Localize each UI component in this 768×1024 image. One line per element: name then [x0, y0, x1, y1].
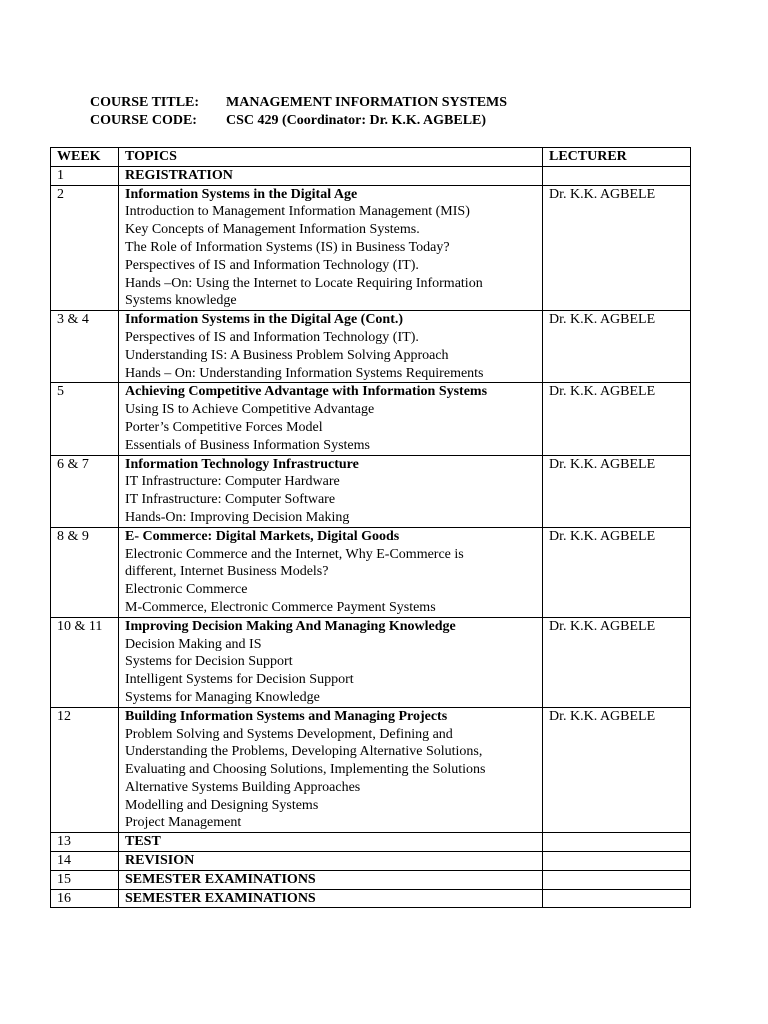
topic-title: Building Information Systems and Managing Projects: [125, 708, 448, 724]
topic-title: TEST: [125, 834, 161, 850]
column-header-topics: TOPICS: [119, 148, 543, 167]
course-header: [90, 94, 507, 130]
week-cell: 2: [51, 185, 119, 311]
lecturer-cell: [543, 833, 691, 852]
topic-item: Using IS to Achieve Competitive Advantage: [125, 402, 375, 418]
topic-item: Understanding the Problems, Developing Alternative Solutions,: [125, 744, 483, 760]
course-code-value: CSC 429 (Coordinator: Dr. K.K. AGBELE): [226, 113, 487, 128]
lecturer-cell: Dr. K.K. AGBELE: [543, 455, 691, 527]
topic-item: Hands –On: Using the Internet to Locate Requiring Information: [125, 275, 483, 291]
lecturer-cell: [543, 889, 691, 908]
table-row: [51, 185, 691, 311]
week-cell: 6 & 7: [51, 455, 119, 527]
topic-item: Key Concepts of Management Information Systems.: [125, 222, 420, 238]
topic-item: Hands-On: Improving Decision Making: [125, 509, 350, 525]
topic-item: Alternative Systems Building Approaches: [125, 779, 361, 795]
topics-cell: [119, 383, 543, 455]
topic-item: Systems for Decision Support: [125, 654, 293, 670]
topics-cell: [119, 455, 543, 527]
topic-item: Systems for Managing Knowledge: [125, 689, 320, 705]
topic-item: Project Management: [125, 815, 242, 831]
topic-title: Information Systems in the Digital Age: [125, 186, 358, 202]
topic-title: Achieving Competitive Advantage with Information Systems: [125, 384, 488, 400]
table-row: [51, 311, 691, 383]
topic-item: Intelligent Systems for Decision Support: [125, 672, 354, 688]
topics-cell: [119, 852, 543, 871]
topic-item: different, Internet Business Models?: [125, 564, 329, 580]
column-header-lecturer: LECTURER: [543, 148, 691, 167]
schedule-table: [50, 147, 691, 908]
column-header-week: WEEK: [51, 148, 119, 167]
table-row: [51, 833, 691, 852]
topic-title: REVISION: [125, 853, 195, 869]
week-cell: 14: [51, 852, 119, 871]
topic-item: M-Commerce, Electronic Commerce Payment Systems: [125, 599, 436, 615]
topic-item: Hands – On: Understanding Information Systems Requirements: [125, 365, 484, 381]
topic-title: SEMESTER EXAMINATIONS: [125, 890, 316, 906]
topic-item: Systems knowledge: [125, 293, 237, 309]
topic-title: E- Commerce: Digital Markets, Digital Goods: [125, 528, 400, 544]
topics-cell: [119, 707, 543, 833]
topic-title: Information Technology Infrastructure: [125, 456, 359, 472]
lecturer-cell: Dr. K.K. AGBELE: [543, 311, 691, 383]
course-title-label: COURSE TITLE:: [90, 95, 200, 110]
week-cell: 12: [51, 707, 119, 833]
topic-title: SEMESTER EXAMINATIONS: [125, 871, 316, 887]
table-row: [51, 455, 691, 527]
topic-item: Perspectives of IS and Information Technology (IT).: [125, 257, 419, 273]
course-title-value: MANAGEMENT INFORMATION SYSTEMS: [226, 95, 508, 110]
lecturer-cell: Dr. K.K. AGBELE: [543, 383, 691, 455]
table-row: [51, 617, 691, 707]
topic-item: IT Infrastructure: Computer Software: [125, 492, 336, 508]
topics-cell: [119, 870, 543, 889]
week-cell: 15: [51, 870, 119, 889]
course-code-row: [90, 112, 507, 130]
topics-cell: [119, 527, 543, 617]
week-cell: 10 & 11: [51, 617, 119, 707]
topic-item: Porter’s Competitive Forces Model: [125, 419, 323, 435]
week-cell: 8 & 9: [51, 527, 119, 617]
lecturer-cell: [543, 166, 691, 185]
table-row: [51, 383, 691, 455]
topics-cell: [119, 311, 543, 383]
topic-item: Problem Solving and Systems Development, Defining and: [125, 726, 453, 742]
topic-item: The Role of Information Systems (IS) in Business Today?: [125, 239, 450, 255]
topics-cell: [119, 617, 543, 707]
topic-item: Introduction to Management Information Management (MIS): [125, 204, 470, 220]
topic-item: Electronic Commerce and the Internet, Why E-Commerce is: [125, 546, 464, 562]
week-cell: 13: [51, 833, 119, 852]
topics-cell: [119, 185, 543, 311]
topic-item: Electronic Commerce: [125, 582, 248, 598]
table-row: [51, 527, 691, 617]
week-cell: 5: [51, 383, 119, 455]
table-row: [51, 166, 691, 185]
topic-item: Essentials of Business Information Systems: [125, 437, 370, 453]
course-code-label: COURSE CODE:: [90, 113, 197, 128]
week-cell: 1: [51, 166, 119, 185]
lecturer-cell: Dr. K.K. AGBELE: [543, 185, 691, 311]
topic-item: Evaluating and Choosing Solutions, Implementing the Solutions: [125, 762, 486, 778]
table-row: [51, 889, 691, 908]
topic-item: Perspectives of IS and Information Technology (IT).: [125, 329, 419, 345]
topics-cell: [119, 889, 543, 908]
table-header-row: [51, 148, 691, 167]
lecturer-cell: Dr. K.K. AGBELE: [543, 617, 691, 707]
topics-cell: [119, 166, 543, 185]
topic-title: Information Systems in the Digital Age (Cont.): [125, 312, 404, 328]
lecturer-cell: Dr. K.K. AGBELE: [543, 707, 691, 833]
table-row: [51, 707, 691, 833]
table-row: [51, 852, 691, 871]
week-cell: 16: [51, 889, 119, 908]
topic-title: Improving Decision Making And Managing Knowledge: [125, 618, 456, 634]
lecturer-cell: [543, 870, 691, 889]
table-row: [51, 870, 691, 889]
topic-item: Modelling and Designing Systems: [125, 797, 319, 813]
week-cell: 3 & 4: [51, 311, 119, 383]
topic-item: Decision Making and IS: [125, 636, 262, 652]
lecturer-cell: Dr. K.K. AGBELE: [543, 527, 691, 617]
topic-item: Understanding IS: A Business Problem Solving Approach: [125, 347, 449, 363]
course-title-row: [90, 94, 507, 112]
topics-cell: [119, 833, 543, 852]
topic-item: IT Infrastructure: Computer Hardware: [125, 474, 340, 490]
topic-title: REGISTRATION: [125, 167, 233, 183]
lecturer-cell: [543, 852, 691, 871]
